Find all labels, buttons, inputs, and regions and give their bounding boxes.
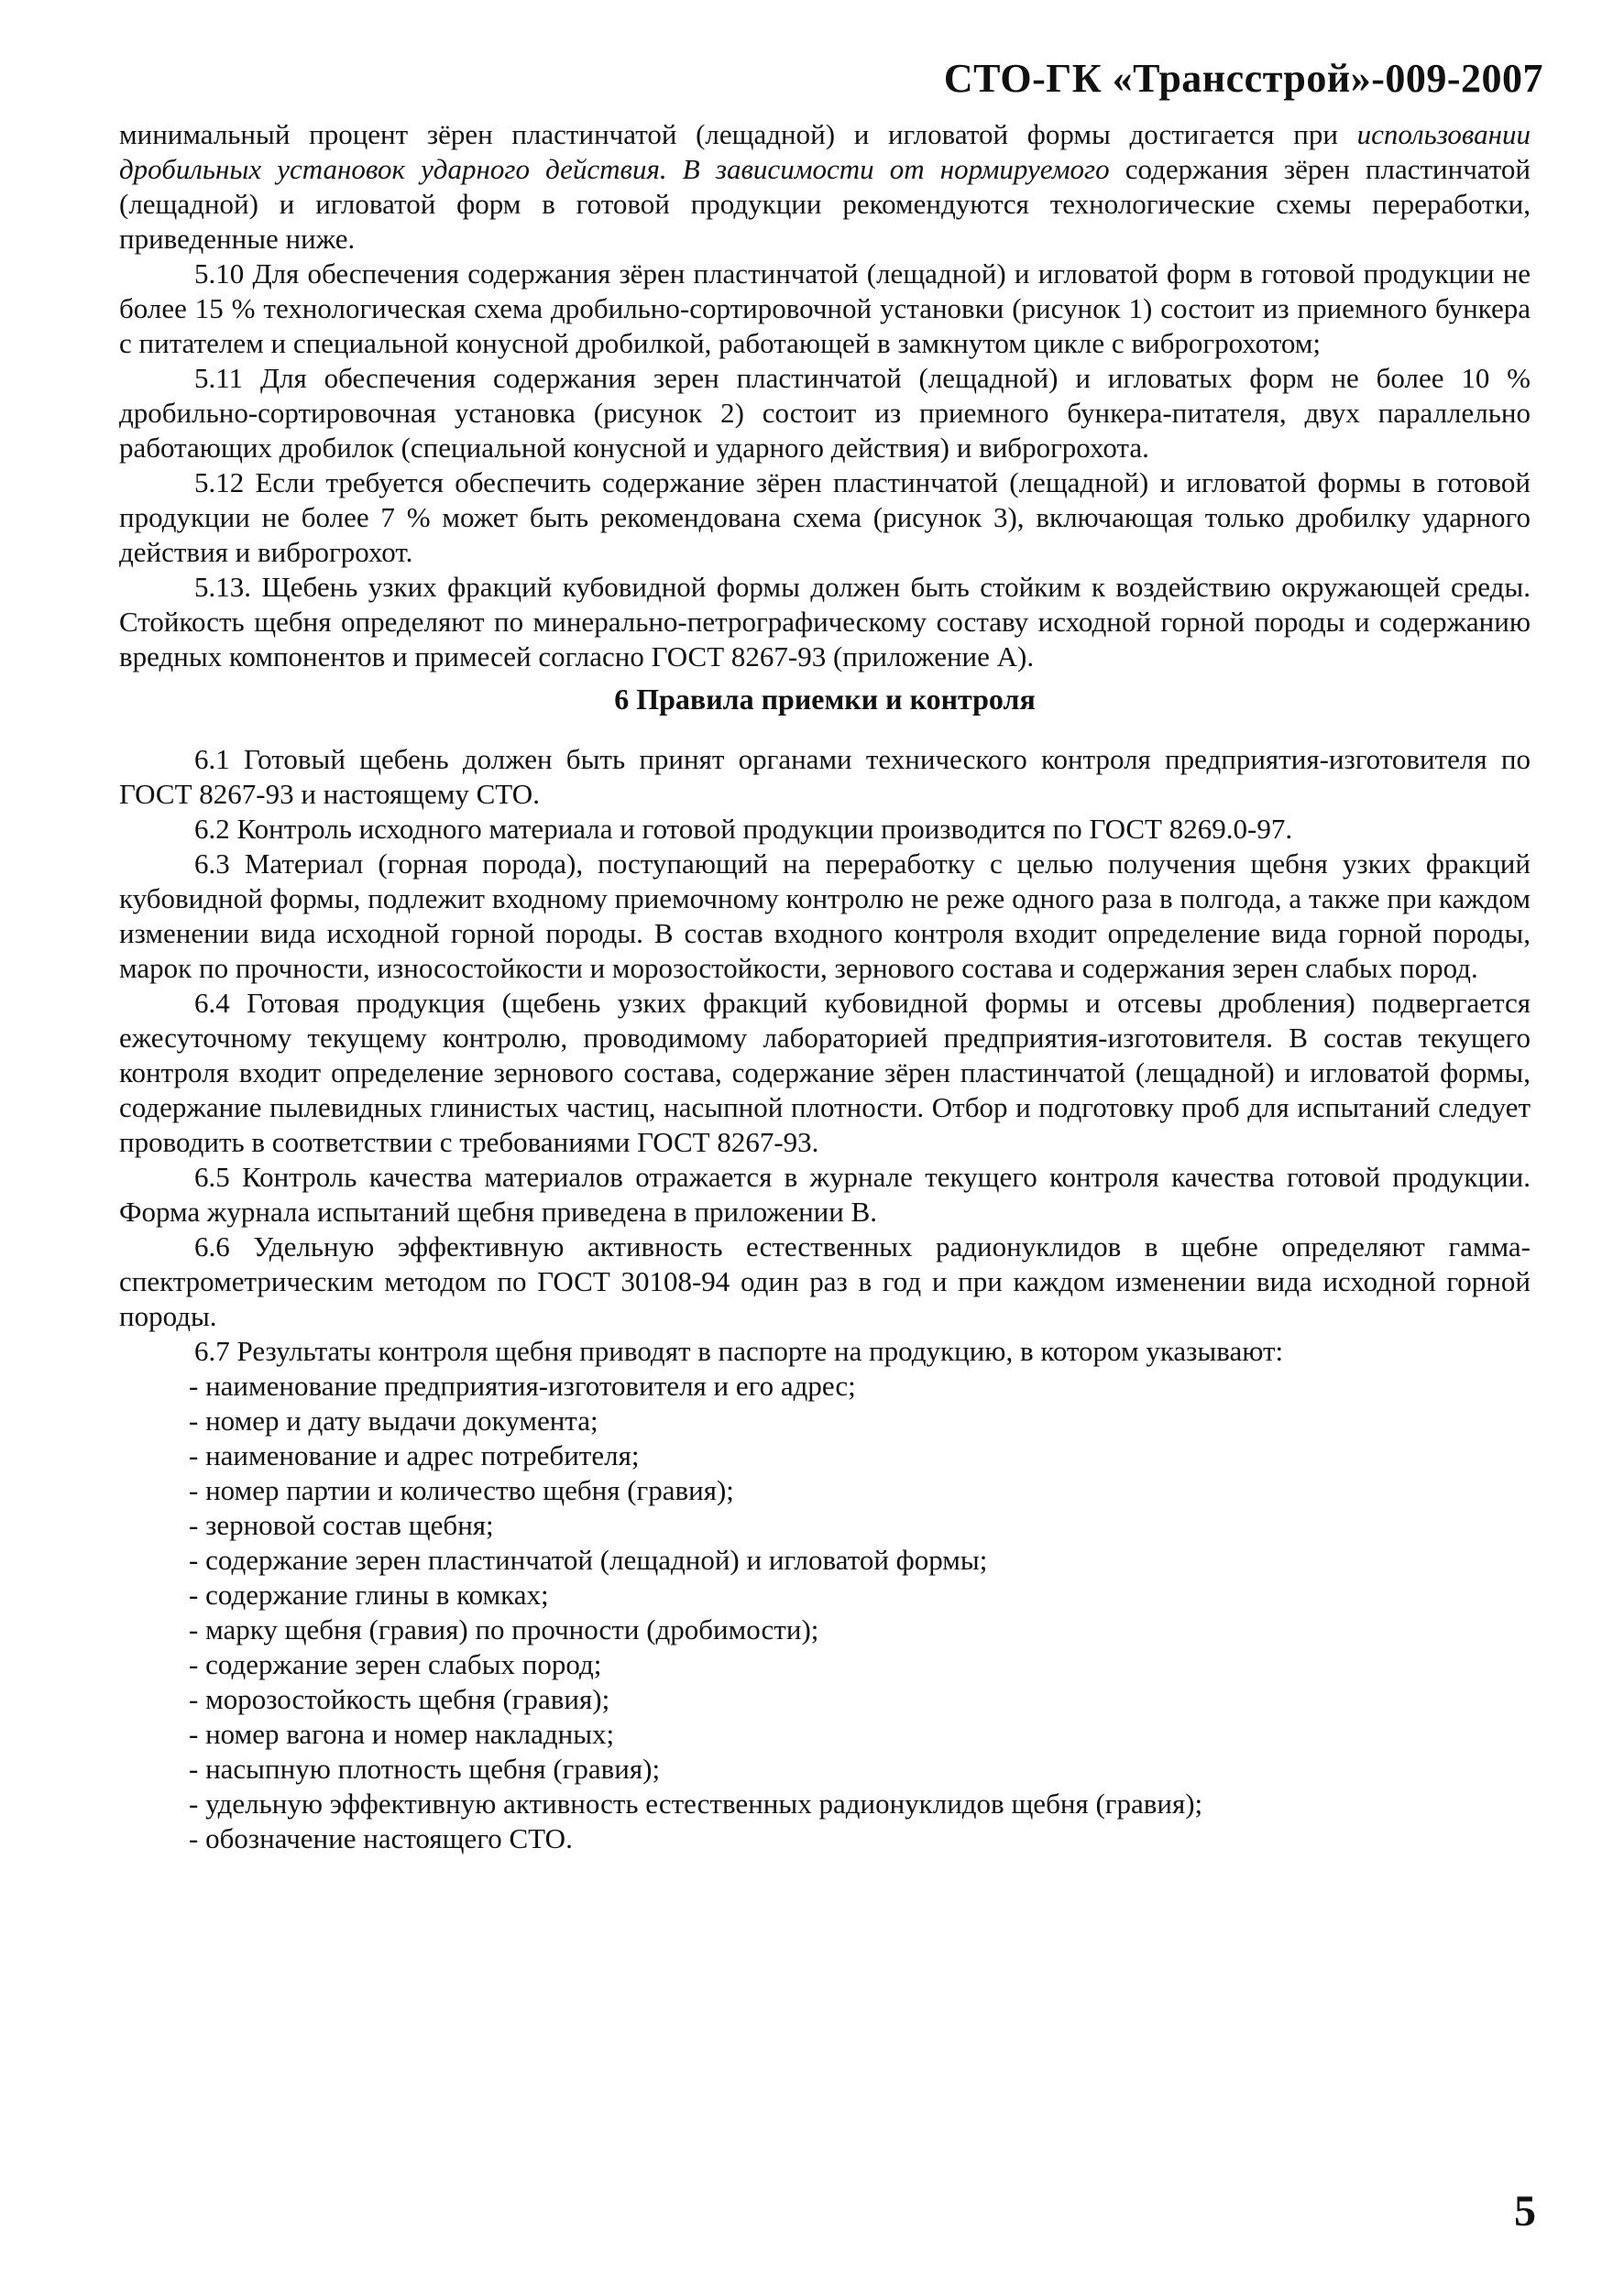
section-6-title: 6 Правила приемки и контроля [614, 683, 1036, 716]
list-item: - удельную эффективную активность естественных радионуклидов щебня (гравия); [189, 1788, 1203, 1820]
paragraph-5-12: 5.12 Если требуется обеспечить содержание зёрен пластинчатой (лещадной) и игловатой формы в готовой продукции не более 7 % может быть рекомендована схема (рисунок 3), включающая только дробилку ударного действия и виброгрохот. [119, 466, 1531, 568]
list-item: - содержание зерен пластинчатой (лещадной) и игловатой формы; [189, 1544, 988, 1576]
intro-italic-text: использовании дробильных установок ударного действия. В зависимости от нормируемого [119, 118, 1531, 185]
list-item: - морозостойкость щебня (гравия); [189, 1683, 610, 1715]
intro-tail-text: содержания зёрен пластинчатой (лещадной) и игловатой форм в готовой продукции рекомендуются технологические схемы переработки, приведенные ниже. [119, 153, 1531, 255]
paragraph-6-7: 6.7 Результаты контроля щебня приводят в паспорте на продукцию, в котором указывают: [194, 1335, 1284, 1367]
paragraph-5-13: 5.13. Щебень узких фракций кубовидной формы должен быть стойким к воздействию окружающей среды. Стойкость щебня определяют по минерально-петрографическому составу исходной горной породы и содержанию вредных компонентов и примесей согласно ГОСТ 8267-93 (приложение А). [119, 571, 1531, 672]
list-item: - номер вагона и номер накладных; [189, 1718, 615, 1750]
paragraph-intro [119, 117, 1531, 257]
list-item: - насыпную плотность щебня (гравия); [189, 1753, 661, 1785]
list-item: - наименование и адрес потребителя; [189, 1439, 640, 1471]
list-item: - номер и дату выдачи документа; [189, 1405, 598, 1437]
document-body [119, 117, 1531, 1856]
list-item: - содержание зерен слабых пород; [189, 1648, 602, 1680]
paragraph-6-3: 6.3 Материал (горная порода), поступающий на переработку с целью получения щебня узких фракций кубовидной формы, подлежит входному приемочному контролю не реже одного раза в полгода, а также при каждом изменении вида исходной горной породы. В состав входного контроля входит определение вида горной породы, марок по прочности, износостойкости и морозостойкости, зернового состава и содержания зерен слабых пород. [119, 847, 1531, 984]
paragraph-6-2: 6.2 Контроль исходного материала и готовой продукции производится по ГОСТ 8269.0-97. [194, 813, 1293, 845]
list-item: - обозначение настоящего СТО. [189, 1822, 573, 1854]
paragraph-5-10: 5.10 Для обеспечения содержания зёрен пластинчатой (лещадной) и игловатой форм в готовой продукции не более 15 % технологическая схема дробильно-сортировочной установки (рисунок 1) состоит из приемного бункера с питателем и специальной конусной дробилкой, работающей в замкнутом цикле с виброгрохотом; [119, 257, 1531, 359]
list-item: - зерновой состав щебня; [189, 1509, 494, 1541]
list-item: - марку щебня (гравия) по прочности (дробимости); [189, 1613, 819, 1645]
paragraph-6-4: 6.4 Готовая продукция (щебень узких фракций кубовидной формы и отсевы дробления) подвергается ежесуточному текущему контролю, проводимому лабораторией предприятия-изготовителя. В состав текущего контроля входит определение зернового состава, содержание зёрен пластинчатой (лещадной) и игловатой формы, содержание пылевидных глинистых частиц, насыпной плотности. Отбор и подготовку проб для испытаний следует проводить в соответствии с требованиями ГОСТ 8267-93. [119, 987, 1531, 1158]
intro-text: минимальный процент зёрен пластинчатой (лещадной) и игловатой формы достигается при [119, 118, 1338, 150]
paragraph-5-11: 5.11 Для обеспечения содержания зерен пластинчатой (лещадной) и игловатых форм не более 10 % дробильно-сортировочная установка (рисунок 2) состоит из приемного бункера-питателя, двух параллельно работающих дробилок (специальной конусной и ударного действия) и виброгрохота. [119, 362, 1531, 464]
list-item: - наименование предприятия-изготовителя и его адрес; [189, 1370, 856, 1402]
page-number: 5 [1514, 2187, 1536, 2236]
paragraph-6-6: 6.6 Удельную эффективную активность естественных радионуклидов в щебне определяют гамма-спектрометрическим методом по ГОСТ 30108-94 один раз в год и при каждом изменении вида исходной горной породы. [119, 1230, 1531, 1332]
paragraph-6-1: 6.1 Готовый щебень должен быть принят органами технического контроля предприятия-изготовителя по ГОСТ 8267-93 и настоящему СТО. [119, 743, 1531, 810]
passport-items-list [119, 1369, 1531, 1856]
list-item: - содержание глины в комках; [189, 1579, 549, 1611]
paragraph-6-5: 6.5 Контроль качества материалов отражается в журнале текущего контроля качества готовой продукции. Форма журнала испытаний щебня приведена в приложении В. [119, 1161, 1531, 1228]
document-code-header: СТО-ГК «Трансстрой»-009-2007 [943, 56, 1543, 101]
list-item: - номер партии и количество щебня (гравия); [189, 1474, 734, 1506]
